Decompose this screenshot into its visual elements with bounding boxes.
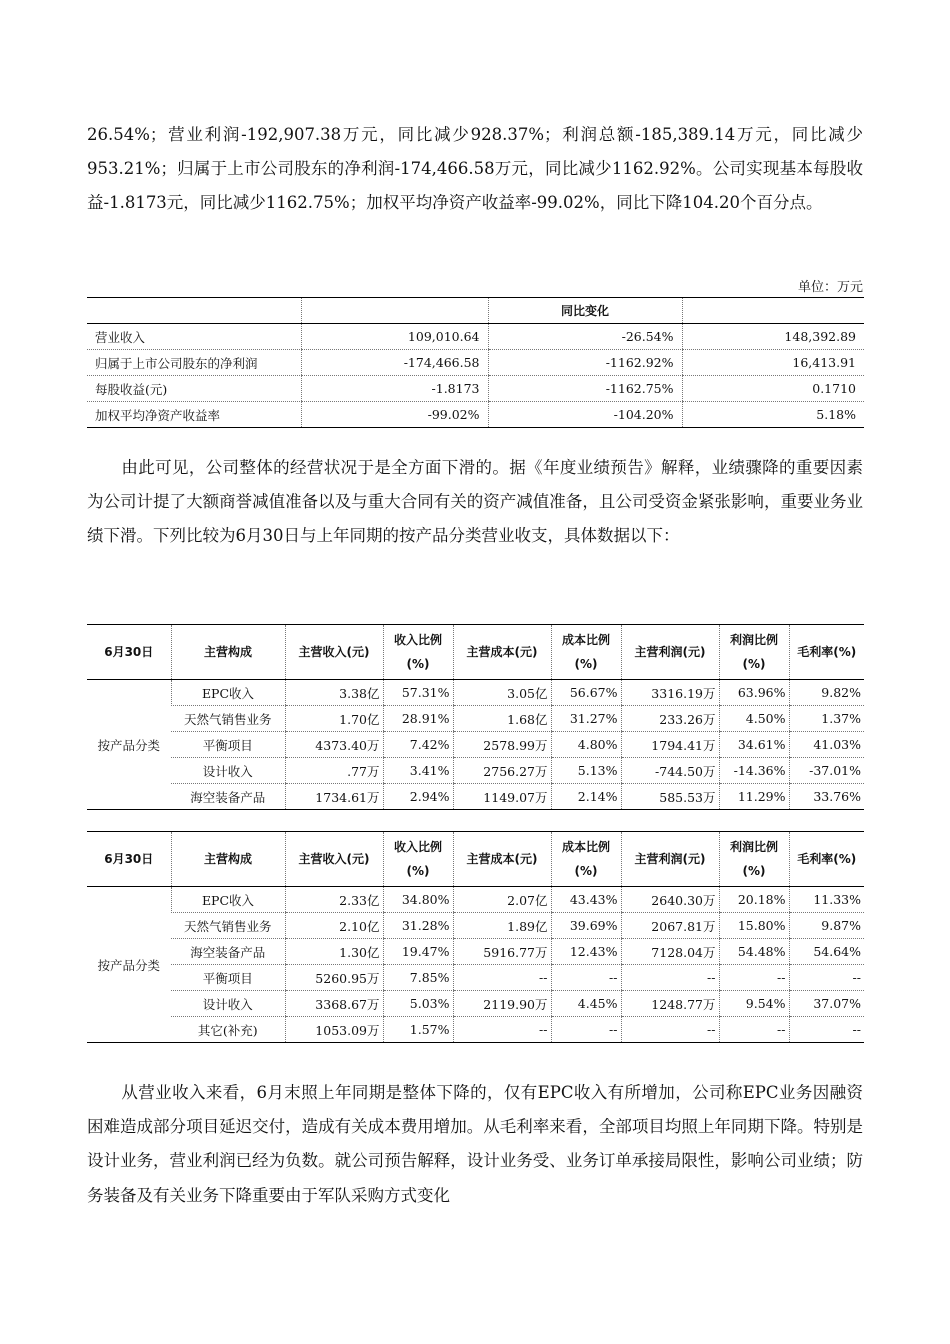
table-cell: -104.20% bbox=[488, 402, 682, 428]
row-label: 营业收入 bbox=[87, 324, 301, 350]
table-cell: 1.57% bbox=[383, 1017, 453, 1043]
table-cell: 11.33% bbox=[789, 887, 864, 913]
table-cell: -- bbox=[551, 965, 621, 991]
table-cell: 1053.09万 bbox=[285, 1017, 383, 1043]
row-label: 天然气销售业务 bbox=[171, 706, 285, 732]
table-cell: 2.94% bbox=[383, 784, 453, 810]
table-cell: 16,413.91 bbox=[682, 350, 864, 376]
product-table-body bbox=[87, 887, 864, 1043]
table-cell: 37.07% bbox=[789, 991, 864, 1017]
table-cell: 2578.99万 bbox=[453, 732, 551, 758]
table-cell: 2067.81万 bbox=[621, 913, 719, 939]
table-cell: 3368.67万 bbox=[285, 991, 383, 1017]
table-cell: 7128.04万 bbox=[621, 939, 719, 965]
summary-table-body bbox=[87, 298, 864, 428]
paragraph-text: 从营业收入来看，6月末照上年同期是整体下降的，仅有EPC收入有所增加，公司称EPC业务因融资困难造成部分项目延迟交付，造成有关成本费用增加。从毛利率来看，全部项目均照上年同期下降。特别是设计业务，营业利润已经为负数。就公司预告解释，设计业务受、业务订单承接局限性，影响公司业绩；防务装备及有关业务下降重要由于军队采购方式变化 bbox=[87, 1083, 863, 1205]
table-cell: 5260.95万 bbox=[285, 965, 383, 991]
table-cell: 31.28% bbox=[383, 913, 453, 939]
table-cell: 109,010.64 bbox=[301, 324, 488, 350]
table-cell: -1162.75% bbox=[488, 376, 682, 402]
summary-header-cell bbox=[682, 298, 864, 324]
row-label: 平衡项目 bbox=[171, 732, 285, 758]
column-header: 毛利率(%) bbox=[789, 625, 864, 680]
table-cell: 15.80% bbox=[719, 913, 789, 939]
paragraph-revenue-discussion bbox=[87, 1076, 863, 1213]
table-cell: 33.76% bbox=[789, 784, 864, 810]
table-cell: .77万 bbox=[285, 758, 383, 784]
table-cell: 3.38亿 bbox=[285, 680, 383, 706]
table-cell: -- bbox=[719, 1017, 789, 1043]
column-header: 毛利率(%) bbox=[789, 832, 864, 887]
row-label: 设计收入 bbox=[171, 991, 285, 1017]
table-cell: 19.47% bbox=[383, 939, 453, 965]
table-cell: -174,466.58 bbox=[301, 350, 488, 376]
table-cell: 1.68亿 bbox=[453, 706, 551, 732]
table-cell: 2.07亿 bbox=[453, 887, 551, 913]
row-label: 每股收益(元) bbox=[87, 376, 301, 402]
column-header: 主营成本(元) bbox=[453, 625, 551, 680]
table-cell: 2.33亿 bbox=[285, 887, 383, 913]
table-cell: 54.48% bbox=[719, 939, 789, 965]
column-header: 主营利润(元) bbox=[621, 625, 719, 680]
table-cell: -- bbox=[789, 1017, 864, 1043]
table-cell: 31.27% bbox=[551, 706, 621, 732]
table-cell: 1734.61万 bbox=[285, 784, 383, 810]
table-cell: -- bbox=[453, 965, 551, 991]
column-header: 成本比例(%) bbox=[551, 625, 621, 680]
product-table-current bbox=[87, 624, 864, 810]
table-cell: 0.1710 bbox=[682, 376, 864, 402]
table-cell: 148,392.89 bbox=[682, 324, 864, 350]
column-header: 利润比例(%) bbox=[719, 625, 789, 680]
table-cell: -26.54% bbox=[488, 324, 682, 350]
table-cell: 9.82% bbox=[789, 680, 864, 706]
group-label: 按产品分类 bbox=[97, 957, 160, 973]
table-cell: 2.14% bbox=[551, 784, 621, 810]
group-label: 按产品分类 bbox=[97, 737, 160, 753]
row-label: 归属于上市公司股东的净利润 bbox=[87, 350, 301, 376]
column-header: 主营构成 bbox=[171, 625, 285, 680]
column-header: 收入比例(%) bbox=[383, 832, 453, 887]
table-row bbox=[87, 991, 864, 1017]
table-cell: 34.61% bbox=[719, 732, 789, 758]
row-label: 海空装备产品 bbox=[171, 939, 285, 965]
table-row bbox=[87, 324, 864, 350]
table-cell: 28.91% bbox=[383, 706, 453, 732]
summary-table bbox=[87, 297, 864, 428]
row-label: 设计收入 bbox=[171, 758, 285, 784]
table-cell: 4.45% bbox=[551, 991, 621, 1017]
product-table-prior bbox=[87, 831, 864, 1043]
product-table-header-row bbox=[87, 832, 864, 887]
column-header: 主营成本(元) bbox=[453, 832, 551, 887]
table-cell: 41.03% bbox=[789, 732, 864, 758]
table-cell: 5.18% bbox=[682, 402, 864, 428]
product-table-body bbox=[87, 680, 864, 810]
table-cell: -1.8173 bbox=[301, 376, 488, 402]
table-cell: 5.13% bbox=[551, 758, 621, 784]
table-cell: 9.54% bbox=[719, 991, 789, 1017]
summary-header-row bbox=[87, 298, 864, 324]
row-label: EPC收入 bbox=[171, 887, 285, 913]
table-row bbox=[87, 939, 864, 965]
table-row bbox=[87, 887, 864, 913]
summary-header-cell: 同比变化 bbox=[488, 298, 682, 324]
table-cell: 34.80% bbox=[383, 887, 453, 913]
table-cell: 3.05亿 bbox=[453, 680, 551, 706]
summary-header-cell bbox=[301, 298, 488, 324]
table-row bbox=[87, 913, 864, 939]
table-cell: 2640.30万 bbox=[621, 887, 719, 913]
row-label: 海空装备产品 bbox=[171, 784, 285, 810]
column-header: 主营收入(元) bbox=[285, 832, 383, 887]
table-cell: -37.01% bbox=[789, 758, 864, 784]
table-cell: 5.03% bbox=[383, 991, 453, 1017]
table-cell: 585.53万 bbox=[621, 784, 719, 810]
table-cell: 1.89亿 bbox=[453, 913, 551, 939]
column-header: 主营收入(元) bbox=[285, 625, 383, 680]
table-row bbox=[87, 784, 864, 810]
table-cell: 3316.19万 bbox=[621, 680, 719, 706]
table-cell: 3.41% bbox=[383, 758, 453, 784]
table-row bbox=[87, 732, 864, 758]
row-label: 加权平均净资产收益率 bbox=[87, 402, 301, 428]
column-header: 主营构成 bbox=[171, 832, 285, 887]
table-row bbox=[87, 965, 864, 991]
table-cell: 56.67% bbox=[551, 680, 621, 706]
table-row bbox=[87, 402, 864, 428]
table-cell: 1.70亿 bbox=[285, 706, 383, 732]
table-cell: 4.80% bbox=[551, 732, 621, 758]
paragraph-analysis bbox=[87, 451, 863, 554]
table-cell: 9.87% bbox=[789, 913, 864, 939]
table-cell: -99.02% bbox=[301, 402, 488, 428]
summary-header-cell bbox=[87, 298, 301, 324]
row-label: EPC收入 bbox=[171, 680, 285, 706]
table-row bbox=[87, 350, 864, 376]
column-header: 利润比例(%) bbox=[719, 832, 789, 887]
column-header: 6月30日 bbox=[87, 625, 171, 680]
table-cell: 11.29% bbox=[719, 784, 789, 810]
table-cell: -- bbox=[621, 965, 719, 991]
table-row bbox=[87, 758, 864, 784]
table-cell: -- bbox=[789, 965, 864, 991]
table-cell: 7.85% bbox=[383, 965, 453, 991]
table-row bbox=[87, 680, 864, 706]
table-cell: 43.43% bbox=[551, 887, 621, 913]
table-cell: 1794.41万 bbox=[621, 732, 719, 758]
column-header: 收入比例(%) bbox=[383, 625, 453, 680]
table-cell: 63.96% bbox=[719, 680, 789, 706]
table-cell: 4373.40万 bbox=[285, 732, 383, 758]
paragraph-text: 由此可见，公司整体的经营状况于是全方面下滑的。据《年度业绩预告》解释，业绩骤降的重要因素为公司计提了大额商誉减值准备以及与重大合同有关的资产减值准备，且公司受资金紧张影响，重要业务业绩下滑。下列比较为6月30日与上年同期的按产品分类营业收支，具体数据以下： bbox=[87, 458, 863, 546]
table-cell: 12.43% bbox=[551, 939, 621, 965]
table-cell: -- bbox=[621, 1017, 719, 1043]
column-header: 主营利润(元) bbox=[621, 832, 719, 887]
table-cell: -- bbox=[719, 965, 789, 991]
unit-label: 单位：万元 bbox=[797, 280, 863, 295]
table-cell: -14.36% bbox=[719, 758, 789, 784]
table-cell: -1162.92% bbox=[488, 350, 682, 376]
row-label: 其它(补充) bbox=[171, 1017, 285, 1043]
table-cell: 39.69% bbox=[551, 913, 621, 939]
table-cell: 2756.27万 bbox=[453, 758, 551, 784]
table-cell: -- bbox=[551, 1017, 621, 1043]
table-cell: 1.37% bbox=[789, 706, 864, 732]
table-cell: 1.30亿 bbox=[285, 939, 383, 965]
table-row bbox=[87, 706, 864, 732]
row-label: 天然气销售业务 bbox=[171, 913, 285, 939]
table-cell: 4.50% bbox=[719, 706, 789, 732]
row-label: 平衡项目 bbox=[171, 965, 285, 991]
table-cell: 1149.07万 bbox=[453, 784, 551, 810]
column-header: 6月30日 bbox=[87, 832, 171, 887]
table-row bbox=[87, 1017, 864, 1043]
table-cell: -744.50万 bbox=[621, 758, 719, 784]
table-cell: 20.18% bbox=[719, 887, 789, 913]
paragraph-text: 26.54%；营业利润-192,907.38万元，同比减少928.37%；利润总额-185,389.14万元，同比减少953.21%；归属于上市公司股东的净利润-174,466.58万元，同比减少1162.92%。公司实现基本每股收益-1.8173元，同比减少1162.75%；加权平均净资产收益率-99.02%，同比下降104.20个百分点。 bbox=[87, 125, 863, 213]
table-row bbox=[87, 376, 864, 402]
table-cell: 7.42% bbox=[383, 732, 453, 758]
column-header: 成本比例(%) bbox=[551, 832, 621, 887]
table-cell: 54.64% bbox=[789, 939, 864, 965]
table-cell: 1248.77万 bbox=[621, 991, 719, 1017]
table-cell: 5916.77万 bbox=[453, 939, 551, 965]
table-cell: 233.26万 bbox=[621, 706, 719, 732]
table-cell: -- bbox=[453, 1017, 551, 1043]
table-cell: 57.31% bbox=[383, 680, 453, 706]
table-cell: 2119.90万 bbox=[453, 991, 551, 1017]
table-cell: 2.10亿 bbox=[285, 913, 383, 939]
product-table-header-row bbox=[87, 625, 864, 680]
paragraph-financial-summary bbox=[87, 118, 863, 221]
